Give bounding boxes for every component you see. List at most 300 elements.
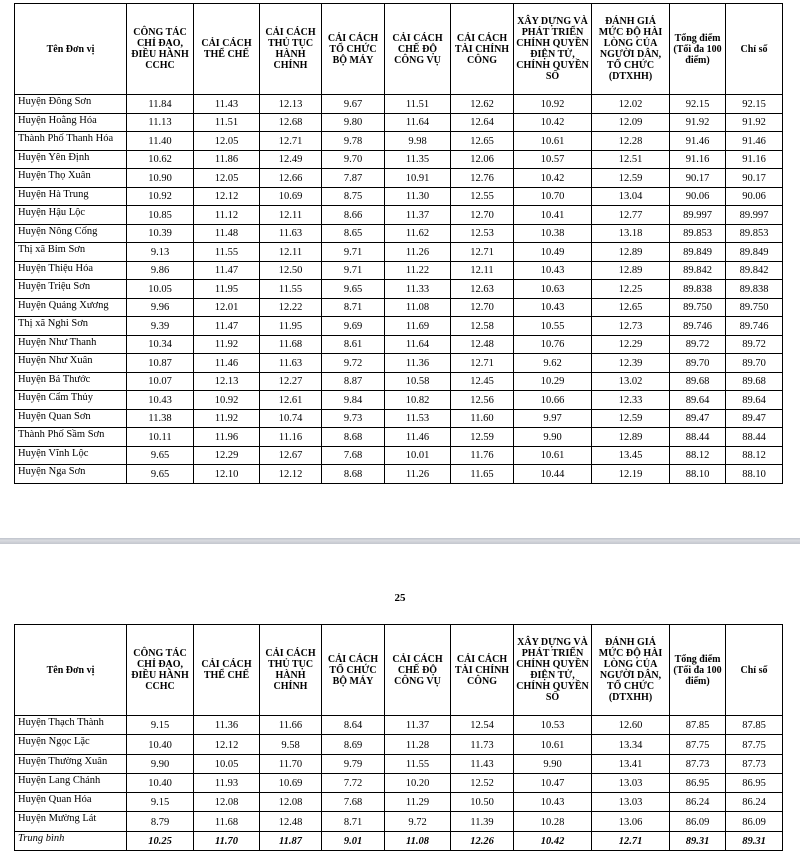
score-cell: 88.44	[670, 428, 726, 447]
header-row	[15, 625, 783, 716]
table-row	[15, 243, 783, 262]
unit-name-cell: Huyện Bá Thước	[15, 372, 127, 391]
unit-name-cell: Huyện Nga Sơn	[15, 465, 127, 484]
unit-name-cell: Huyện Thạch Thành	[15, 716, 127, 735]
score-cell: 11.64	[385, 335, 451, 354]
score-cell: 12.48	[260, 812, 322, 831]
score-cell: 12.12	[194, 735, 260, 754]
table-row	[15, 465, 783, 484]
unit-name-cell: Huyện Như Xuân	[15, 354, 127, 373]
score-cell: 12.60	[592, 716, 670, 735]
average-score-cell: 11.87	[260, 831, 322, 850]
document-page-2	[0, 544, 800, 853]
score-cell: 87.85	[726, 716, 783, 735]
score-cell: 12.29	[592, 335, 670, 354]
score-cell: 88.10	[670, 465, 726, 484]
score-cell: 9.98	[385, 132, 451, 151]
score-cell: 91.46	[726, 132, 783, 151]
score-cell: 10.43	[127, 391, 194, 410]
column-header: Tổng điểm (Tối đa 100 điểm)	[670, 4, 726, 95]
score-cell: 91.92	[670, 113, 726, 132]
column-header: CÔNG TÁC CHỈ ĐẠO, ĐIỀU HÀNH CCHC	[127, 625, 194, 716]
score-cell: 87.75	[670, 735, 726, 754]
score-cell: 89.842	[670, 261, 726, 280]
score-cell: 89.68	[726, 372, 783, 391]
score-cell: 12.11	[451, 261, 514, 280]
score-cell: 7.68	[322, 793, 385, 812]
score-cell: 11.92	[194, 335, 260, 354]
score-cell: 11.63	[260, 224, 322, 243]
score-cell: 12.89	[592, 243, 670, 262]
score-cell: 12.58	[451, 317, 514, 336]
score-cell: 9.69	[322, 317, 385, 336]
score-cell: 12.08	[260, 793, 322, 812]
unit-name-cell: Huyện Quan Hóa	[15, 793, 127, 812]
score-cell: 9.67	[322, 95, 385, 114]
column-header: CẢI CÁCH TỔ CHỨC BỘ MÁY	[322, 4, 385, 95]
score-cell: 12.33	[592, 391, 670, 410]
score-cell: 10.63	[514, 280, 592, 299]
score-cell: 89.997	[670, 206, 726, 225]
score-cell: 12.22	[260, 298, 322, 317]
table-row	[15, 132, 783, 151]
score-cell: 12.09	[592, 113, 670, 132]
score-cell: 11.51	[194, 113, 260, 132]
score-cell: 8.75	[322, 187, 385, 206]
column-header: CẢI CÁCH THỂ CHẾ	[194, 4, 260, 95]
table-row	[15, 354, 783, 373]
score-cell: 89.838	[670, 280, 726, 299]
unit-name-cell: Huyện Ngọc Lặc	[15, 735, 127, 754]
score-cell: 12.08	[194, 793, 260, 812]
table-body	[15, 716, 783, 851]
unit-name-cell: Huyện Hà Trung	[15, 187, 127, 206]
score-cell: 11.48	[194, 224, 260, 243]
score-cell: 11.12	[194, 206, 260, 225]
score-cell: 12.71	[451, 354, 514, 373]
score-cell: 10.11	[127, 428, 194, 447]
score-cell: 8.87	[322, 372, 385, 391]
score-cell: 12.11	[260, 206, 322, 225]
score-cell: 9.80	[322, 113, 385, 132]
score-cell: 86.24	[726, 793, 783, 812]
column-header: XÂY DỰNG VÀ PHÁT TRIỂN CHÍNH QUYỀN ĐIỆN TỬ, CHÍNH QUYỀN SỐ	[514, 625, 592, 716]
score-cell: 12.13	[260, 95, 322, 114]
score-cell: 11.46	[385, 428, 451, 447]
score-cell: 9.62	[514, 354, 592, 373]
score-cell: 10.74	[260, 409, 322, 428]
score-cell: 10.05	[127, 280, 194, 299]
score-cell: 11.96	[194, 428, 260, 447]
score-cell: 89.70	[726, 354, 783, 373]
score-cell: 89.64	[670, 391, 726, 410]
score-cell: 10.50	[451, 793, 514, 812]
average-score-cell: 10.42	[514, 831, 592, 850]
score-cell: 9.86	[127, 261, 194, 280]
unit-name-cell: Huyện Mường Lát	[15, 812, 127, 831]
score-cell: 10.76	[514, 335, 592, 354]
score-cell: 12.59	[451, 428, 514, 447]
score-cell: 10.91	[385, 169, 451, 188]
score-cell: 11.69	[385, 317, 451, 336]
score-cell: 13.18	[592, 224, 670, 243]
score-cell: 8.71	[322, 812, 385, 831]
score-cell: 13.03	[592, 793, 670, 812]
table-row	[15, 428, 783, 447]
score-cell: 10.38	[514, 224, 592, 243]
score-cell: 9.65	[127, 446, 194, 465]
column-header: CẢI CÁCH THỂ CHẾ	[194, 625, 260, 716]
table-row	[15, 335, 783, 354]
score-cell: 11.37	[385, 716, 451, 735]
score-cell: 11.51	[385, 95, 451, 114]
unit-name-cell: Huyện Lang Chánh	[15, 773, 127, 792]
table-row	[15, 187, 783, 206]
score-cell: 11.65	[451, 465, 514, 484]
score-cell: 10.53	[514, 716, 592, 735]
score-cell: 11.39	[451, 812, 514, 831]
unit-name-cell: Thị xã Bỉm Sơn	[15, 243, 127, 262]
column-header: CẢI CÁCH TỔ CHỨC BỘ MÁY	[322, 625, 385, 716]
score-cell: 12.29	[194, 446, 260, 465]
score-cell: 87.73	[726, 754, 783, 773]
score-cell: 9.71	[322, 261, 385, 280]
score-cell: 12.67	[260, 446, 322, 465]
score-cell: 86.09	[726, 812, 783, 831]
column-header: CẢI CÁCH TÀI CHÍNH CÔNG	[451, 625, 514, 716]
score-cell: 12.54	[451, 716, 514, 735]
score-cell: 7.87	[322, 169, 385, 188]
unit-name-cell: Huyện Vĩnh Lộc	[15, 446, 127, 465]
score-cell: 9.90	[514, 754, 592, 773]
score-cell: 9.73	[322, 409, 385, 428]
score-cell: 90.06	[670, 187, 726, 206]
table-row	[15, 150, 783, 169]
score-cell: 12.56	[451, 391, 514, 410]
score-cell: 10.57	[514, 150, 592, 169]
score-cell: 7.68	[322, 446, 385, 465]
score-cell: 11.93	[194, 773, 260, 792]
score-cell: 9.79	[322, 754, 385, 773]
score-cell: 11.62	[385, 224, 451, 243]
score-cell: 86.95	[670, 773, 726, 792]
score-cell: 11.13	[127, 113, 194, 132]
score-cell: 12.50	[260, 261, 322, 280]
score-cell: 12.53	[451, 224, 514, 243]
score-cell: 11.38	[127, 409, 194, 428]
score-cell: 12.73	[592, 317, 670, 336]
score-cell: 11.63	[260, 354, 322, 373]
score-cell: 10.01	[385, 446, 451, 465]
score-cell: 10.92	[194, 391, 260, 410]
table-header	[15, 625, 783, 716]
score-cell: 11.55	[194, 243, 260, 262]
unit-name-cell: Huyện Như Thanh	[15, 335, 127, 354]
score-cell: 8.71	[322, 298, 385, 317]
score-cell: 10.28	[514, 812, 592, 831]
score-cell: 12.65	[451, 132, 514, 151]
score-cell: 86.09	[670, 812, 726, 831]
table-row	[15, 95, 783, 114]
score-cell: 11.73	[451, 735, 514, 754]
table-row	[15, 735, 783, 754]
score-cell: 91.16	[670, 150, 726, 169]
unit-name-cell: Huyện Nông Cống	[15, 224, 127, 243]
score-cell: 87.75	[726, 735, 783, 754]
score-cell: 10.58	[385, 372, 451, 391]
unit-name-cell: Huyện Đông Sơn	[15, 95, 127, 114]
score-cell: 10.87	[127, 354, 194, 373]
score-cell: 86.95	[726, 773, 783, 792]
average-score-cell: 9.01	[322, 831, 385, 850]
score-cell: 86.24	[670, 793, 726, 812]
score-cell: 12.02	[592, 95, 670, 114]
unit-name-cell: Thành Phố Thanh Hóa	[15, 132, 127, 151]
score-cell: 12.61	[260, 391, 322, 410]
column-header: Tổng điểm (Tối đa 100 điểm)	[670, 625, 726, 716]
column-header: ĐÁNH GIÁ MỨC ĐỘ HÀI LÒNG CỦA NGƯỜI DÂN, TỔ CHỨC (DTXHH)	[592, 4, 670, 95]
score-cell: 8.68	[322, 428, 385, 447]
score-cell: 11.95	[194, 280, 260, 299]
score-cell: 11.55	[385, 754, 451, 773]
score-cell: 10.62	[127, 150, 194, 169]
score-cell: 13.02	[592, 372, 670, 391]
score-cell: 9.65	[127, 465, 194, 484]
score-cell: 91.16	[726, 150, 783, 169]
score-cell: 10.39	[127, 224, 194, 243]
score-cell: 8.66	[322, 206, 385, 225]
score-cell: 11.95	[260, 317, 322, 336]
score-cell: 11.28	[385, 735, 451, 754]
column-header: CẢI CÁCH CHẾ ĐỘ CÔNG VỤ	[385, 625, 451, 716]
score-cell: 10.66	[514, 391, 592, 410]
score-cell: 12.19	[592, 465, 670, 484]
score-cell: 12.01	[194, 298, 260, 317]
score-cell: 12.05	[194, 169, 260, 188]
score-cell: 12.68	[260, 113, 322, 132]
score-cell: 11.66	[260, 716, 322, 735]
table-row	[15, 716, 783, 735]
column-header: Chỉ số	[726, 625, 783, 716]
score-cell: 87.73	[670, 754, 726, 773]
score-cell: 12.06	[451, 150, 514, 169]
table-row	[15, 280, 783, 299]
score-cell: 12.28	[592, 132, 670, 151]
column-header: CẢI CÁCH THỦ TỤC HÀNH CHÍNH	[260, 4, 322, 95]
score-cell: 89.47	[726, 409, 783, 428]
average-score-cell: 12.71	[592, 831, 670, 850]
score-cell: 89.838	[726, 280, 783, 299]
score-cell: 11.33	[385, 280, 451, 299]
score-cell: 12.05	[194, 132, 260, 151]
score-cell: 13.04	[592, 187, 670, 206]
score-cell: 89.750	[726, 298, 783, 317]
score-cell: 12.71	[451, 243, 514, 262]
average-score-cell: 89.31	[726, 831, 783, 850]
score-cell: 10.55	[514, 317, 592, 336]
score-cell: 90.17	[726, 169, 783, 188]
score-cell: 9.15	[127, 716, 194, 735]
score-cell: 10.43	[514, 298, 592, 317]
score-cell: 10.70	[514, 187, 592, 206]
score-cell: 10.40	[127, 735, 194, 754]
score-cell: 13.45	[592, 446, 670, 465]
score-cell: 11.86	[194, 150, 260, 169]
score-cell: 11.37	[385, 206, 451, 225]
column-header: Tên Đơn vị	[15, 625, 127, 716]
score-cell: 13.03	[592, 773, 670, 792]
score-cell: 12.71	[260, 132, 322, 151]
score-cell: 7.72	[322, 773, 385, 792]
column-header: CẢI CÁCH CHẾ ĐỘ CÔNG VỤ	[385, 4, 451, 95]
table-row	[15, 261, 783, 280]
score-cell: 89.746	[726, 317, 783, 336]
score-cell: 11.26	[385, 465, 451, 484]
score-cell: 88.44	[726, 428, 783, 447]
score-cell: 12.55	[451, 187, 514, 206]
score-cell: 89.849	[726, 243, 783, 262]
score-cell: 10.47	[514, 773, 592, 792]
score-cell: 12.51	[592, 150, 670, 169]
column-header: Chỉ số	[726, 4, 783, 95]
score-cell: 9.97	[514, 409, 592, 428]
score-cell: 12.45	[451, 372, 514, 391]
average-label-cell: Trung bình	[15, 831, 127, 850]
score-cell: 88.10	[726, 465, 783, 484]
ranking-table-part-1	[14, 3, 783, 484]
score-cell: 11.60	[451, 409, 514, 428]
score-cell: 10.69	[260, 773, 322, 792]
score-cell: 87.85	[670, 716, 726, 735]
ranking-table-part-2	[14, 624, 783, 851]
score-cell: 89.750	[670, 298, 726, 317]
score-cell: 13.06	[592, 812, 670, 831]
score-cell: 9.58	[260, 735, 322, 754]
score-cell: 10.42	[514, 169, 592, 188]
unit-name-cell: Huyện Thọ Xuân	[15, 169, 127, 188]
score-cell: 10.40	[127, 773, 194, 792]
score-cell: 89.842	[726, 261, 783, 280]
average-score-cell: 11.08	[385, 831, 451, 850]
column-header: CÔNG TÁC CHỈ ĐẠO, ĐIỀU HÀNH CCHC	[127, 4, 194, 95]
score-cell: 10.61	[514, 735, 592, 754]
score-cell: 89.47	[670, 409, 726, 428]
score-cell: 10.05	[194, 754, 260, 773]
table-row	[15, 812, 783, 831]
score-cell: 11.43	[194, 95, 260, 114]
score-cell: 11.84	[127, 95, 194, 114]
score-cell: 89.72	[726, 335, 783, 354]
score-cell: 89.70	[670, 354, 726, 373]
score-cell: 9.84	[322, 391, 385, 410]
score-cell: 12.65	[592, 298, 670, 317]
score-cell: 11.46	[194, 354, 260, 373]
score-cell: 8.65	[322, 224, 385, 243]
table-row	[15, 372, 783, 391]
table-row	[15, 391, 783, 410]
score-cell: 10.61	[514, 446, 592, 465]
score-cell: 91.46	[670, 132, 726, 151]
score-cell: 8.61	[322, 335, 385, 354]
table-body	[15, 95, 783, 484]
column-header: Tên Đơn vị	[15, 4, 127, 95]
unit-name-cell: Thị xã Nghi Sơn	[15, 317, 127, 336]
score-cell: 11.08	[385, 298, 451, 317]
table-row	[15, 754, 783, 773]
score-cell: 10.49	[514, 243, 592, 262]
score-cell: 11.70	[260, 754, 322, 773]
score-cell: 9.90	[127, 754, 194, 773]
score-cell: 12.49	[260, 150, 322, 169]
score-cell: 89.746	[670, 317, 726, 336]
score-cell: 90.17	[670, 169, 726, 188]
unit-name-cell: Huyện Triệu Sơn	[15, 280, 127, 299]
score-cell: 11.36	[385, 354, 451, 373]
score-cell: 12.27	[260, 372, 322, 391]
score-cell: 11.40	[127, 132, 194, 151]
score-cell: 9.90	[514, 428, 592, 447]
score-cell: 92.15	[670, 95, 726, 114]
score-cell: 12.70	[451, 206, 514, 225]
score-cell: 9.71	[322, 243, 385, 262]
score-cell: 10.92	[514, 95, 592, 114]
average-row	[15, 831, 783, 850]
score-cell: 91.92	[726, 113, 783, 132]
score-cell: 11.26	[385, 243, 451, 262]
average-score-cell: 10.25	[127, 831, 194, 850]
score-cell: 11.35	[385, 150, 451, 169]
score-cell: 90.06	[726, 187, 783, 206]
score-cell: 8.79	[127, 812, 194, 831]
score-cell: 88.12	[726, 446, 783, 465]
score-cell: 89.853	[670, 224, 726, 243]
unit-name-cell: Huyện Yên Định	[15, 150, 127, 169]
score-cell: 10.92	[127, 187, 194, 206]
score-cell: 11.68	[260, 335, 322, 354]
score-cell: 12.52	[451, 773, 514, 792]
score-cell: 11.29	[385, 793, 451, 812]
score-cell: 12.89	[592, 428, 670, 447]
score-cell: 89.72	[670, 335, 726, 354]
table-row	[15, 793, 783, 812]
score-cell: 11.53	[385, 409, 451, 428]
score-cell: 9.13	[127, 243, 194, 262]
score-cell: 12.77	[592, 206, 670, 225]
score-cell: 9.96	[127, 298, 194, 317]
score-cell: 10.20	[385, 773, 451, 792]
unit-name-cell: Huyện Cẩm Thủy	[15, 391, 127, 410]
score-cell: 12.12	[260, 465, 322, 484]
average-score-cell: 11.70	[194, 831, 260, 850]
score-cell: 89.64	[726, 391, 783, 410]
table-row	[15, 113, 783, 132]
score-cell: 12.13	[194, 372, 260, 391]
score-cell: 9.65	[322, 280, 385, 299]
score-cell: 11.47	[194, 317, 260, 336]
score-cell: 12.48	[451, 335, 514, 354]
score-cell: 10.85	[127, 206, 194, 225]
score-cell: 11.47	[194, 261, 260, 280]
score-cell: 89.853	[726, 224, 783, 243]
unit-name-cell: Huyện Quan Sơn	[15, 409, 127, 428]
score-cell: 10.82	[385, 391, 451, 410]
score-cell: 88.12	[670, 446, 726, 465]
score-cell: 12.39	[592, 354, 670, 373]
unit-name-cell: Huyện Hậu Lộc	[15, 206, 127, 225]
score-cell: 11.76	[451, 446, 514, 465]
score-cell: 9.39	[127, 317, 194, 336]
score-cell: 10.41	[514, 206, 592, 225]
